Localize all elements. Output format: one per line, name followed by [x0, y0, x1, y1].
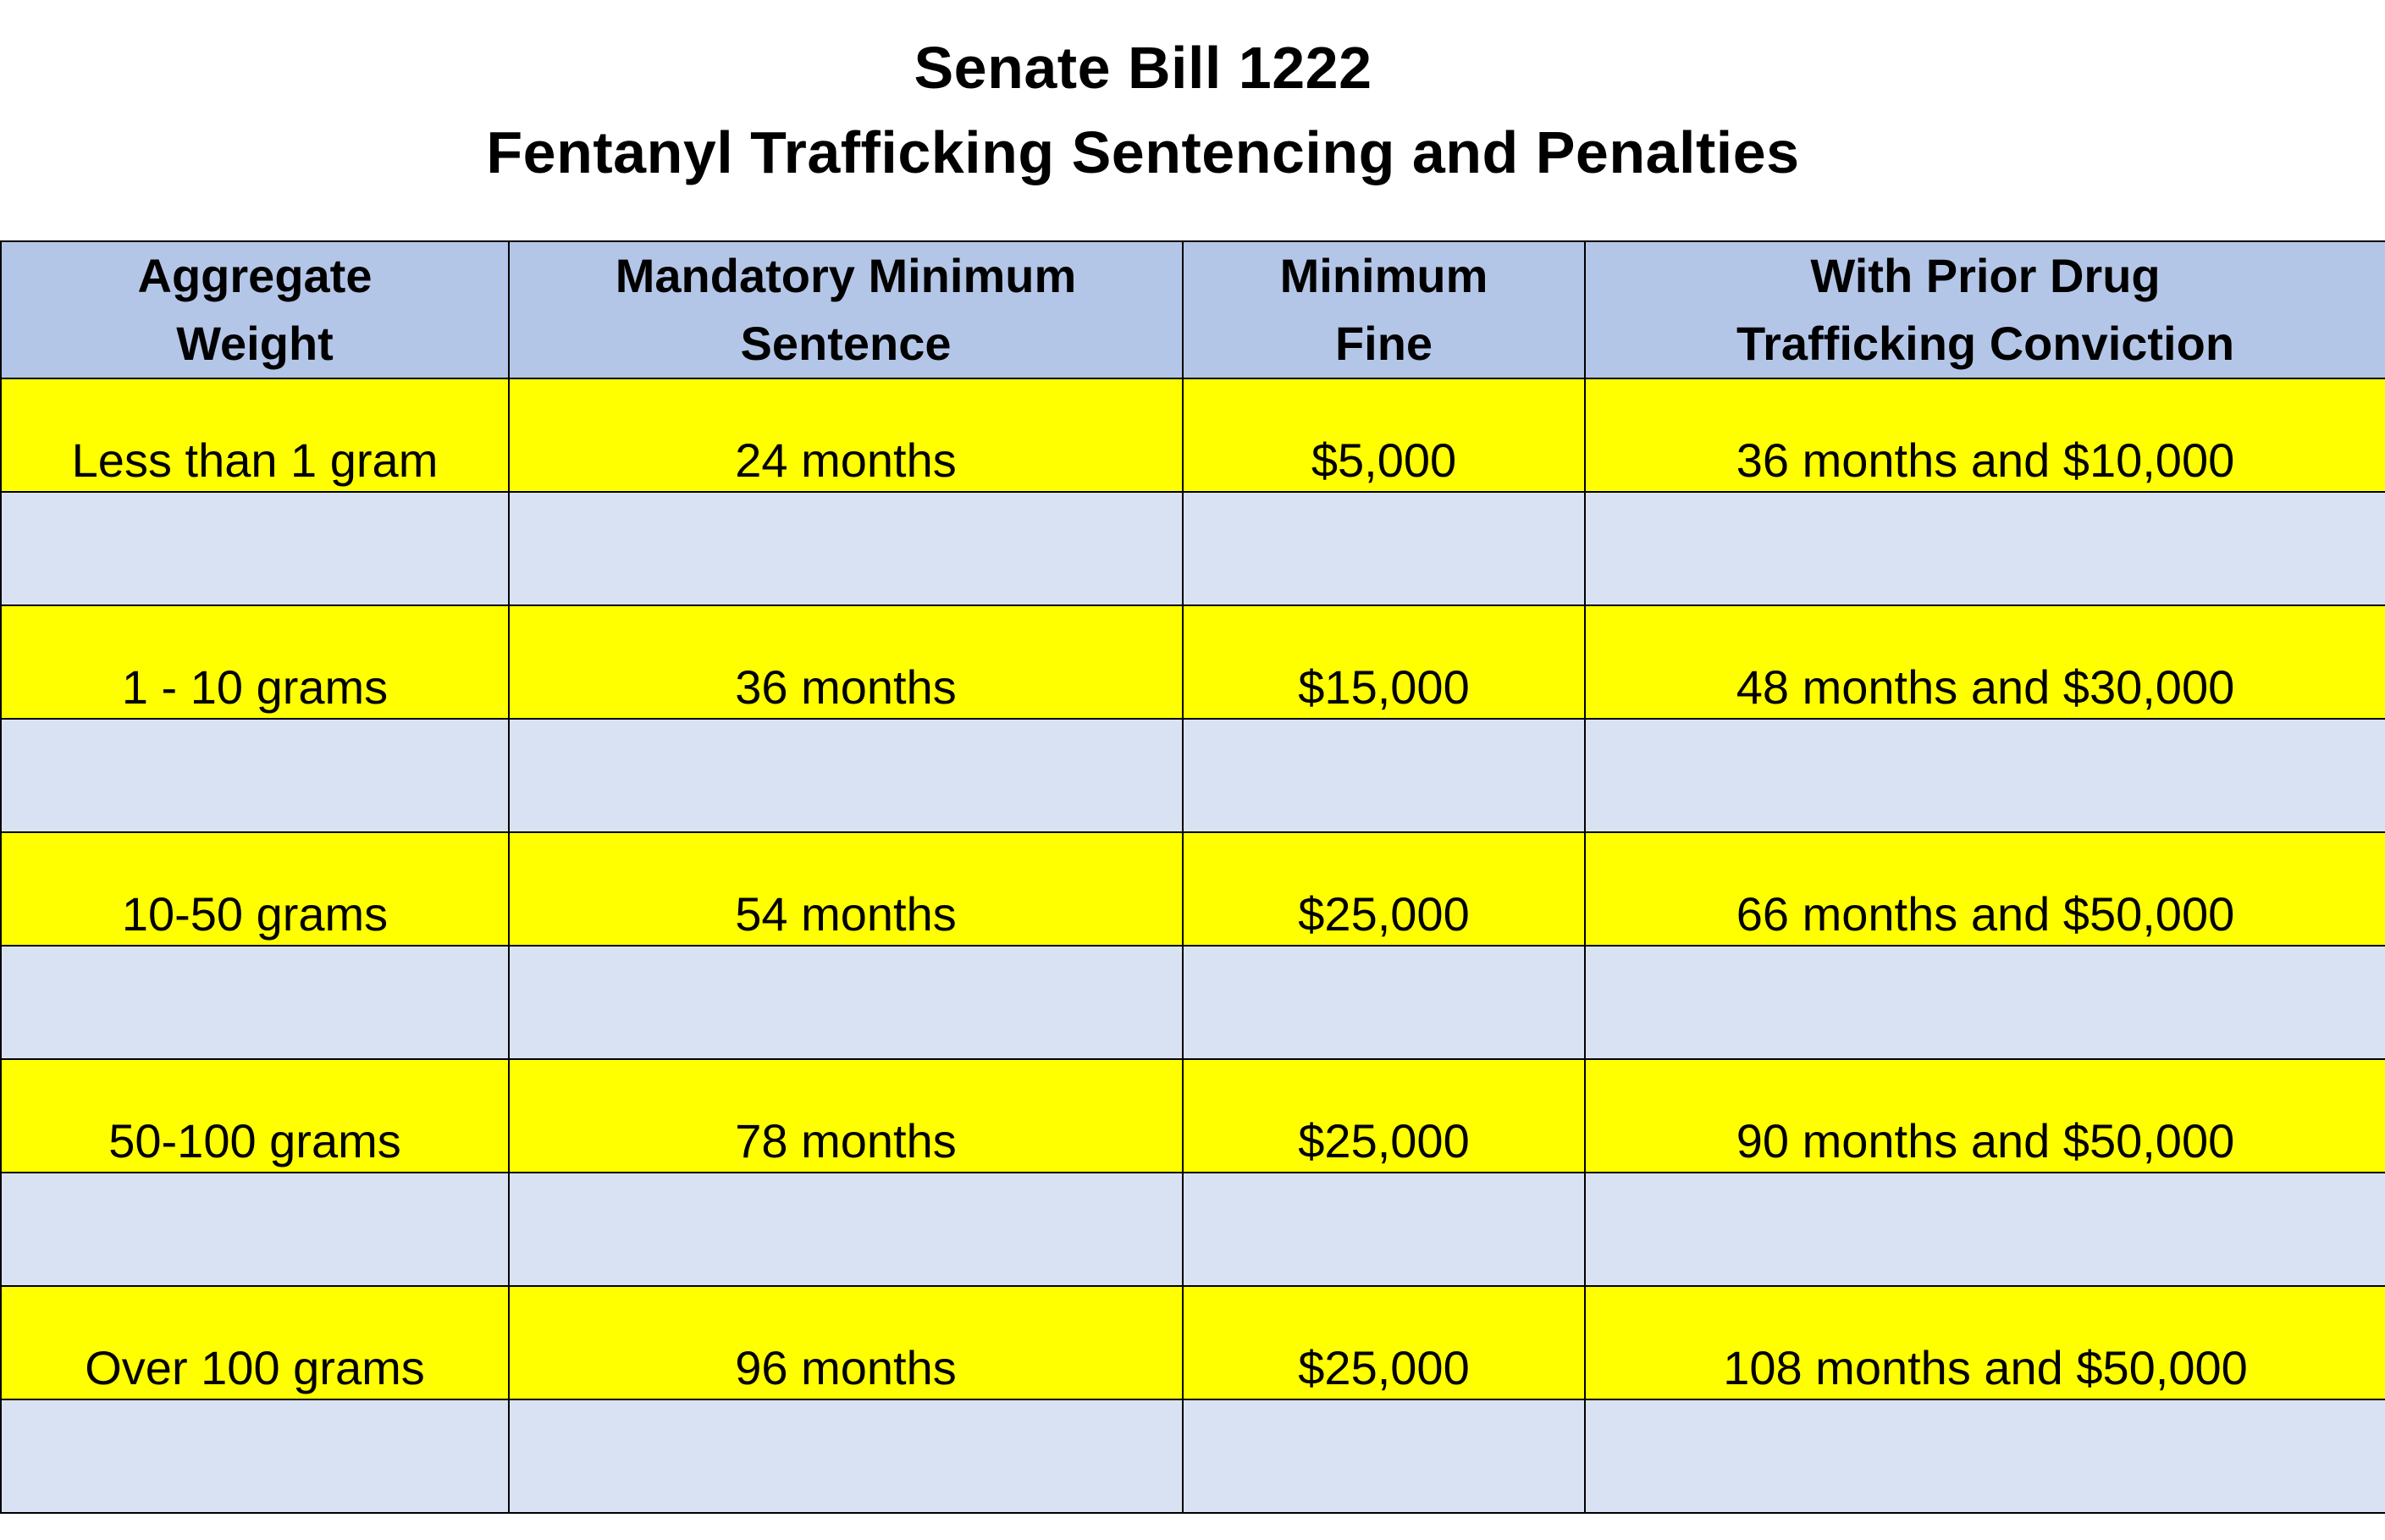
spacer-cell — [509, 946, 1183, 1059]
spacer-cell — [1183, 1399, 1585, 1513]
table-row — [1, 605, 2385, 719]
header-line: With Prior Drug — [1810, 249, 2161, 302]
spacer-cell — [509, 492, 1183, 605]
cell-sentence: 78 months — [509, 1059, 1183, 1173]
spacer-cell — [1, 1173, 509, 1286]
spacer-cell — [1183, 492, 1585, 605]
title-line-2: Fentanyl Trafficking Sentencing and Penalties — [486, 119, 1800, 185]
cell-weight: 10-50 grams — [1, 832, 509, 946]
cell-prior: 36 months and $10,000 — [1585, 378, 2385, 492]
spacer-cell — [1, 719, 509, 832]
spacer-cell — [1585, 946, 2385, 1059]
spacer-row — [1, 1173, 2385, 1286]
spacer-cell — [1585, 1173, 2385, 1286]
table-row — [1, 1059, 2385, 1173]
spacer-cell — [1585, 719, 2385, 832]
spacer-row — [1, 492, 2385, 605]
cell-weight: 1 - 10 grams — [1, 605, 509, 719]
table-header — [1, 241, 2385, 378]
spacer-cell — [1585, 492, 2385, 605]
cell-weight: Over 100 grams — [1, 1286, 509, 1399]
cell-fine: $25,000 — [1183, 1059, 1585, 1173]
header-minimum-fine — [1183, 241, 1585, 378]
cell-sentence: 36 months — [509, 605, 1183, 719]
table-body — [1, 378, 2385, 1513]
table-row — [1, 1286, 2385, 1399]
spacer-cell — [1183, 1173, 1585, 1286]
cell-sentence: 54 months — [509, 832, 1183, 946]
header-aggregate-weight — [1, 241, 509, 378]
header-line: Mandatory Minimum — [615, 249, 1077, 302]
header-line: Minimum — [1279, 249, 1488, 302]
header-line: Fine — [1334, 317, 1433, 370]
spacer-row — [1, 1399, 2385, 1513]
cell-sentence: 24 months — [509, 378, 1183, 492]
cell-fine: $5,000 — [1183, 378, 1585, 492]
cell-weight: Less than 1 gram — [1, 378, 509, 492]
spacer-cell — [509, 1399, 1183, 1513]
cell-fine: $25,000 — [1183, 832, 1585, 946]
spacer-cell — [509, 719, 1183, 832]
cell-prior: 48 months and $30,000 — [1585, 605, 2385, 719]
spacer-cell — [1, 492, 509, 605]
cell-fine: $15,000 — [1183, 605, 1585, 719]
cell-fine: $25,000 — [1183, 1286, 1585, 1399]
header-line: Trafficking Conviction — [1736, 317, 2235, 370]
spacer-cell — [1585, 1399, 2385, 1513]
header-mandatory-minimum-sentence — [509, 241, 1183, 378]
header-line: Weight — [176, 317, 334, 370]
cell-prior: 108 months and $50,000 — [1585, 1286, 2385, 1399]
header-line: Aggregate — [137, 249, 373, 302]
spacer-row — [1, 719, 2385, 832]
table-row — [1, 832, 2385, 946]
cell-weight: 50-100 grams — [1, 1059, 509, 1173]
spacer-row — [1, 946, 2385, 1059]
cell-prior: 66 months and $50,000 — [1585, 832, 2385, 946]
spacer-cell — [1183, 719, 1585, 832]
header-with-prior-conviction — [1585, 241, 2385, 378]
header-row — [1, 241, 2385, 378]
title-line-1: Senate Bill 1222 — [914, 35, 1372, 101]
spacer-cell — [509, 1173, 1183, 1286]
spacer-cell — [1, 946, 509, 1059]
table-row — [1, 378, 2385, 492]
cell-prior: 90 months and $50,000 — [1585, 1059, 2385, 1173]
spacer-cell — [1183, 946, 1585, 1059]
cell-sentence: 96 months — [509, 1286, 1183, 1399]
penalty-table — [0, 240, 2385, 1514]
document-title — [0, 25, 2286, 195]
spacer-cell — [1, 1399, 509, 1513]
header-line: Sentence — [740, 317, 952, 370]
